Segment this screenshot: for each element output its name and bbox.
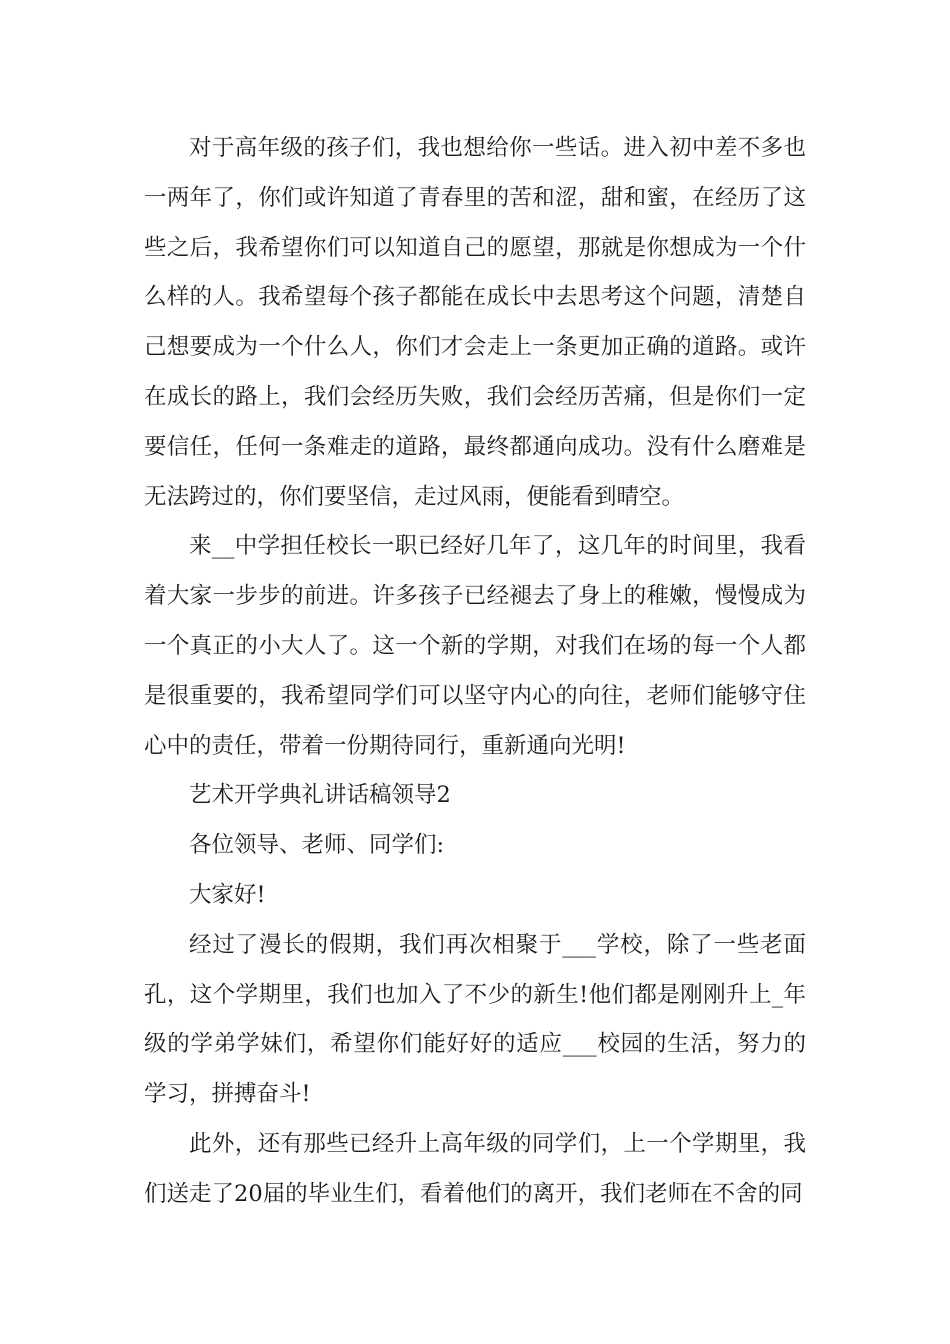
paragraph-principal-reflection: 来__中学担任校长一职已经好几年了，这几年的时间里，我看着大家一步步的前进。许多孩子已经褪去了身上的稚嫩，慢慢成为一个真正的小大人了。这一个新的学期，对我们在场的每一个人都是很重要的，我希望同学们可以坚守内心的向往，老师们能够守住心中的责任，带着一份期待同行，重新通向光明! xyxy=(144,533,806,759)
document-body xyxy=(144,124,806,1220)
speech-title: 艺术开学典礼讲话稿领导2 xyxy=(189,782,451,809)
salutation: 各位领导、老师、同学们: xyxy=(189,832,445,859)
paragraph-upper-grades: 此外，还有那些已经升上高年级的同学们，上一个学期里，我们送走了20届的毕业生们，看着他们的离开，我们老师在不舍的同 xyxy=(144,1130,806,1207)
paragraph-senior-students: 对于高年级的孩子们，我也想给你一些话。进入初中差不多也一两年了，你们或许知道了青春里的苦和涩，甜和蜜，在经历了这些之后，我希望你们可以知道自己的愿望，那就是你想成为一个什么样的人。我希望每个孩子都能在成长中去思考这个问题，清楚自己想要成为一个什么人，你们才会走上一条更加正确的道路。或许在成长的路上，我们会经历失败，我们会经历苦痛，但是你们一定要信任，任何一条难走的道路，最终都通向成功。没有什么磨难是无法跨过的，你们要坚信，走过风雨，便能看到晴空。 xyxy=(144,135,806,510)
greeting: 大家好! xyxy=(189,881,266,908)
paragraph-new-students: 经过了漫长的假期，我们再次相聚于___学校，除了一些老面孔，这个学期里，我们也加入了不少的新生!他们都是刚刚升上_年级的学弟学妹们，希望你们能好好的适应___校园的生活，努力的学习，拼搏奋斗! xyxy=(144,931,806,1108)
